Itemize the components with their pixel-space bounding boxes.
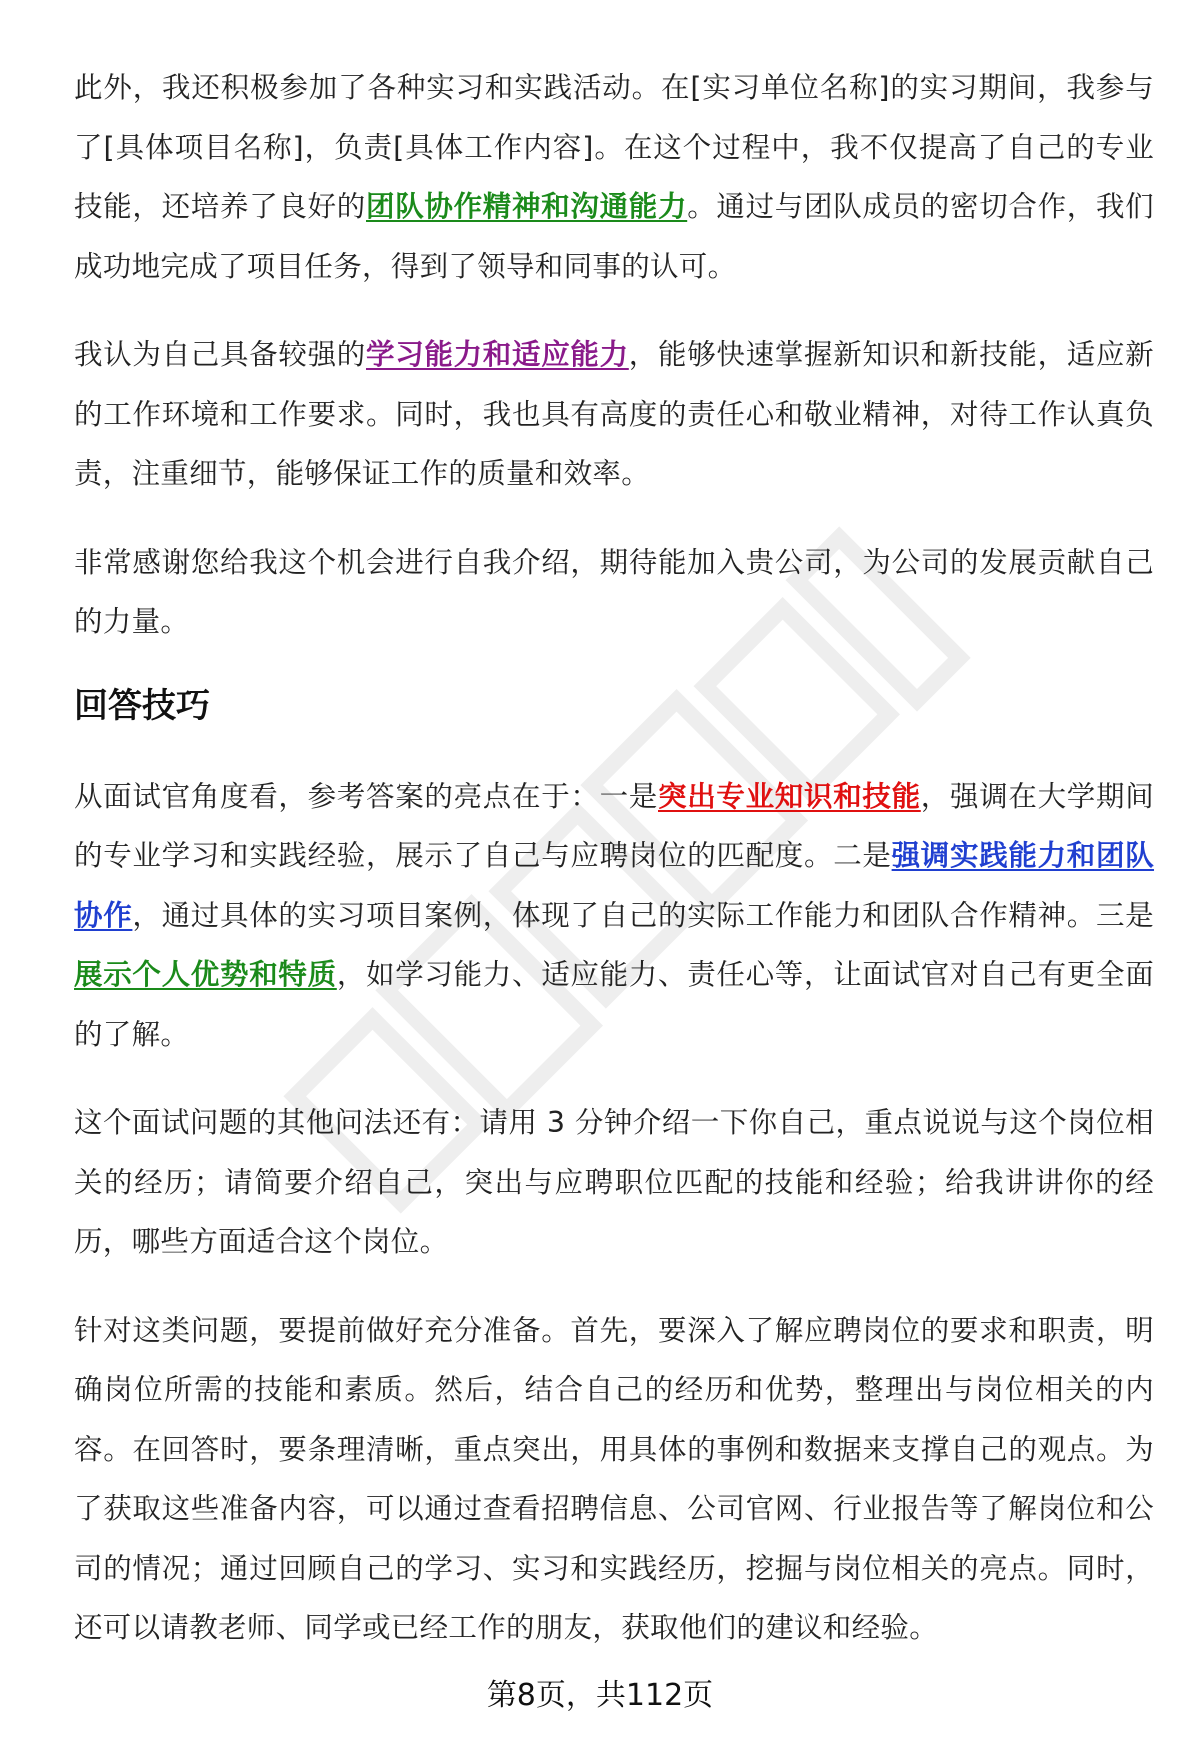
paragraph — [74, 1301, 1154, 1658]
highlighted-phrase: 学习能力和适应能力 — [366, 338, 629, 371]
text-run: ，通过具体的实习项目案例，体现了自己的实际工作能力和团队合作精神。三是 — [132, 898, 1154, 932]
paragraph — [74, 58, 1154, 296]
highlighted-phrase: 强调实践能力和团队协作 — [74, 839, 1155, 932]
text-run: 针对这类问题，要提前做好充分准备。首先，要深入了解应聘岗位的要求和职责，明确岗位所需的技能和素质。然后，结合自己的经历和优势，整理出与岗位相关的内容。在回答时，要条理清晰，重点突出，用具体的事例和数据来支撑自己的观点。为了获取这些准备内容，可以通过查看招聘信息、公司官网、行业报告等了解岗位和公司的情况；通过回顾自己的学习、实习和实践经历，挖掘与岗位相关的亮点。同时，还可以请教老师、同学或已经工作的朋友，获取他们的建议和经验。 — [74, 1313, 1154, 1644]
paragraph — [74, 325, 1154, 504]
text-run: ，如学习能力、适应能力、责任心等，让面试官对自己有更全面的了解。 — [74, 958, 1155, 1051]
text-run: 此外，我还积极参加了各种实习和实践活动。在[实习单位名称]的实习期间，我参与了[具体项目名称]，负责[具体工作内容]。在这个过程中，我不仅提高了自己的专业技能，还培养了良好的 — [74, 71, 1154, 223]
paragraph — [74, 1093, 1154, 1272]
paragraph — [74, 767, 1154, 1065]
highlighted-phrase: 团队协作精神和沟通能力 — [366, 190, 688, 223]
text-run: ，能够快速掌握新知识和新技能，适应新的工作环境和工作要求。同时，我也具有高度的责任心和敬业精神，对待工作认真负责，注重细节，能够保证工作的质量和效率。 — [74, 338, 1154, 490]
text-run: 这个面试问题的其他问法还有：请用 3 分钟介绍一下你自己，重点说说与这个岗位相关的经历；请简要介绍自己，突出与应聘职位匹配的技能和经验；给我讲讲你的经历，哪些方面适合这个岗位。 — [74, 1106, 1154, 1258]
text-run: 非常感谢您给我这个机会进行自我介绍，期待能加入贵公司，为公司的发展贡献自己的力量。 — [74, 545, 1154, 638]
highlighted-phrase: 突出专业知识和技能 — [658, 779, 921, 813]
paragraph — [74, 533, 1154, 652]
text-run: ，强调在大学期间的专业学习和实践经验，展示了自己与应聘岗位的匹配度。二是 — [74, 779, 1154, 872]
section-heading: 回答技巧 — [74, 685, 210, 726]
highlighted-phrase: 展示个人优势和特质 — [74, 958, 337, 991]
page-number: 第8页，共112页 — [486, 1678, 714, 1713]
text-run: 从面试官角度看，参考答案的亮点在于：一是 — [74, 779, 658, 813]
text-run: 。通过与团队成员的密切合作，我们成功地完成了项目任务，得到了领导和同事的认可。 — [74, 190, 1154, 283]
document-body — [74, 58, 1154, 1687]
text-run: 我认为自己具备较强的 — [74, 338, 366, 371]
